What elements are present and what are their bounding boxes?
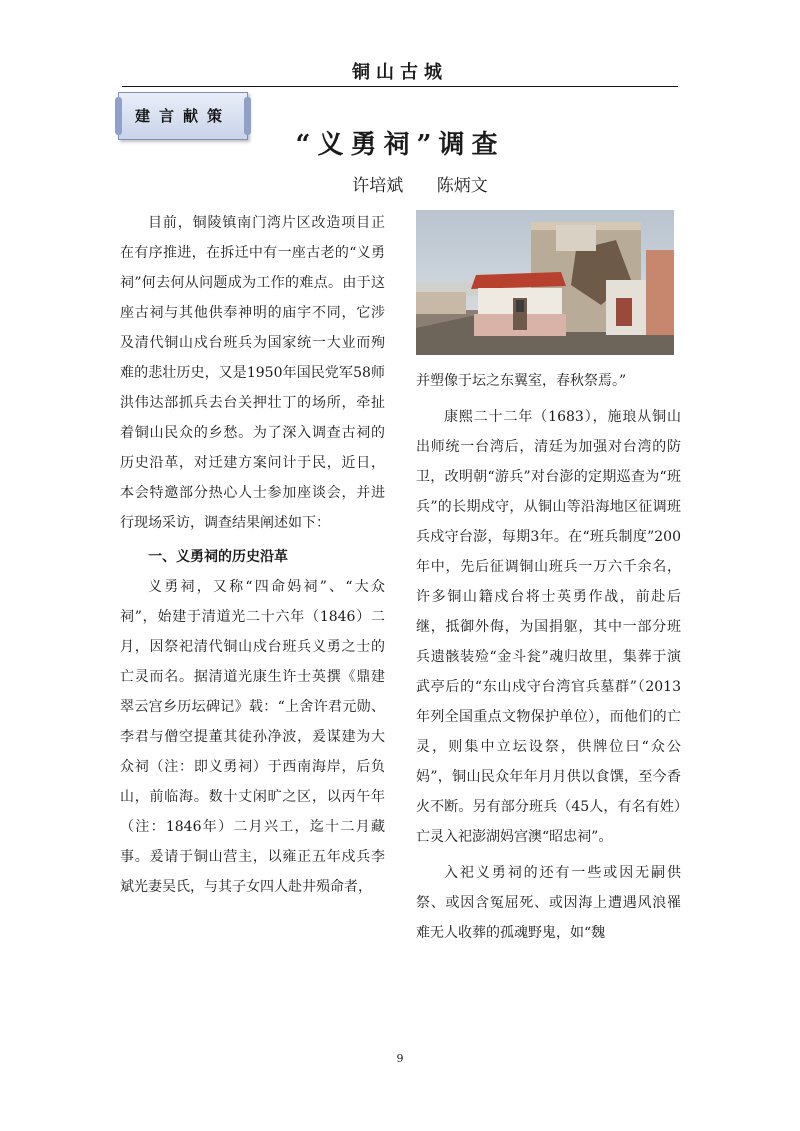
section-tag-label: 建言献策 [134, 107, 231, 125]
history-paragraph: 义勇祠，又称“四命妈祠”、“大众祠”，始建于清道光二十六年（1846）二月，因祭祀清代铜山戍台班兵义勇之士的亡灵而名。据清道光康生许士英撰《鼎建翠云宫乡历坛碑记》载：“上舍许君元勋、李君与僧空提董其徒孙净波，爰谋建为大众祠（注：即义勇祠）于西南海岸，后负山，前临海。数十丈闲旷之区，以丙午年（注：1846年）二月兴工，迄十二月藏事。爰请于铜山营主，以雍正五年戍兵李斌光妻吴氏，与其子女四人赴井殒命者， [120, 579, 385, 895]
right-column [416, 366, 681, 948]
kangxi-paragraph: 康熙二十二年（1683），施琅从铜山出师统一台湾后，清廷为加强对台湾的防卫，改明朝“游兵”对台澎的定期巡查为“班兵”的长期戍守，从铜山等沿海地区征调班兵戍守台澎，每期3年。在“班兵制度”200年中，先后征调铜山班兵一万六千余名，许多铜山籍戍台将士英勇作战，前赴后继，抵御外侮，为国捐躯，其中一部分班兵遗骸装殓“金斗瓮”魂归故里，集葬于演武亭后的“东山戍守台湾官兵墓群”（2013年列全国重点文物保护单位），而他们的亡灵，则集中立坛设祭，供牌位曰“众公妈”，铜山民众年年月月供以食馔，至今香火不断。另有部分班兵（45人，有名有姓）亡灵入祀澎湖妈宫澳“昭忠祠”。 [416, 409, 681, 845]
demolished-temple-photo [416, 210, 674, 355]
enshrined-paragraph: 入祀义勇祠的还有一些或因无嗣供祭、或因含冤屈死、或因海上遭遇风浪罹难无人收葬的孤魂野鬼，如“魏 [416, 865, 681, 941]
photo-illustration [416, 210, 674, 355]
publication-title: 铜山古城 [352, 62, 448, 83]
section-heading: 一、义勇祠的历史沿革 [148, 549, 288, 565]
article-title: “义勇祠”调查 [295, 130, 505, 160]
article-authors [300, 171, 540, 196]
left-column [120, 208, 385, 902]
intro-paragraph: 目前，铜陵镇南门湾片区改造项目正在有序推进，在拆迁中有一座古老的“义勇祠”何去何从问题成为工作的难点。由于这座古祠与其他供奉神明的庙宇不同，它涉及清代铜山戍台班兵为国家统一大业而殉难的悲壮历史，又是1950年国民党军58师洪伟达部抓兵去台关押壮丁的场所，牵扯着铜山民众的乡愁。为了深入调查古祠的历史沿革，对迁建方案问计于民，近日，本会特邀部分热心人士参加座谈会，并进行现场采访，调查结果阐述如下： [120, 215, 385, 531]
quote-ending: 并塑像于坛之东翼室，春秋祭焉。” [416, 373, 627, 389]
author-2: 陈炳文 [436, 176, 488, 196]
author-1: 许培斌 [352, 176, 404, 196]
header-divider [122, 86, 678, 87]
page-number: 9 [396, 1052, 404, 1065]
